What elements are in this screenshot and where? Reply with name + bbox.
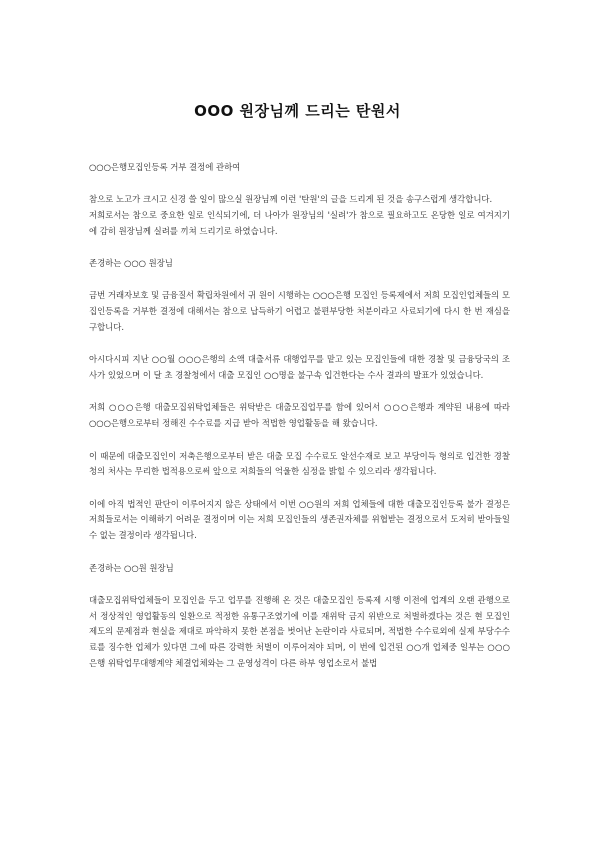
salutation-2: 존경하는 ○○원 원장님	[89, 562, 174, 573]
paragraph-legitimacy: 저희 ○○○은행 대출모집위탁업체들은 위탁받은 대출모집업무를 함에 있어서 ○○○은행과 계약된 내용에 따라 ○○○은행으로부터 정해진 수수료를 지급 받아 적법한 영업활동을 해 왔습니다.	[89, 402, 510, 429]
paragraph-request: 금번 거래자보호 및 금융질서 확립차원에서 귀 원이 시행하는 ○○○은행 모집인 등록제에서 저희 모집인업체들의 모집인등록을 거부한 결정에 대해서는 참으로 납득하기 어렵고 불편부당한 처분이라고 사료되기에 다시 한 번 재심을 구합니다.	[89, 290, 510, 333]
salutation-1: 존경하는 ○○○ 원장님	[89, 258, 173, 269]
document-title: OOO 원장님께 드리는 탄원서	[194, 102, 401, 120]
paragraph-background: 아시다시피 지난 ○○월 ○○○은행의 소액 대출서류 대행업무를 맡고 있는 모집인들에 대한 경찰 및 금융당국의 조사가 있었으며 이 달 초 경찰청에서 대출 모집인 ○○명을 불구속 입건한다는 수사 결과의 발표가 있었습니다.	[89, 354, 510, 381]
document-body	[89, 160, 510, 672]
paragraph-argument: 이 때문에 대출모집인이 저축은행으로부터 받은 대출 모집 수수료도 알선수재로 보고 부당이득 형의로 입건한 경찰청의 처사는 무리한 법적용으로써 앞으로 저희들의 억울한 심정을 밝힐 수 있으리라 생각됩니다.	[89, 450, 510, 477]
paragraph-intro-2: 저희로서는 참으로 중요한 일로 인식되기에, 더 나아가 원장님의 '실려'가 참으로 필요하고도 온당한 일로 여겨지기에 감히 원장님께 실려를 끼쳐 드리기로 하였습니다.	[89, 210, 510, 236]
subject-line: ○○○은행모집인등록 거부 결정에 관하여	[89, 162, 241, 172]
paragraph-intro: 참으로 노고가 크시고 신경 쓸 일이 많으실 원장님께 이런 '탄원'의 글을 드리게 된 것을 송구스럽게 생각합니다.	[89, 194, 493, 205]
paragraph-decision: 이에 아직 법적인 판단이 이루어지지 않은 상태에서 이번 ○○원의 저희 업체들에 대한 대출모집인등록 불가 결정은 저희들로서는 이해하기 어려운 결정이며 이는 저희 모집인들의 생존권자체를 위협받는 결정으로서 도저히 받아들일 수 없는 결정이라 생각됩니다.	[89, 498, 510, 541]
paragraph-practice: 대출모집위탁업체들이 모집인을 두고 업무를 진행해 온 것은 대출모집인 등록제 시행 이전에 업계의 오랜 관행으로서 정상적인 영업활동의 일환으로 적정한 유통구조였기에 이를 재위탁 금지 위반으로 처벌하겠다는 것은 현 모집인 제도의 문제점과 현실을 제대로 파악하지 못한 본점을 벗어난 논란이라 사료되며, 적법한 수수료외에 실제 부당수수료를 징수한 업체가 있다면 그에 따른 강력한 처벌이 이루어져야 되며, 이 번에 입건된 ○○개 업체중 일부는 ○○○은행 위탁업무대행계약 체결업체와는 그 운영성격이 다른 하부 영업소로서 불법	[89, 594, 510, 669]
